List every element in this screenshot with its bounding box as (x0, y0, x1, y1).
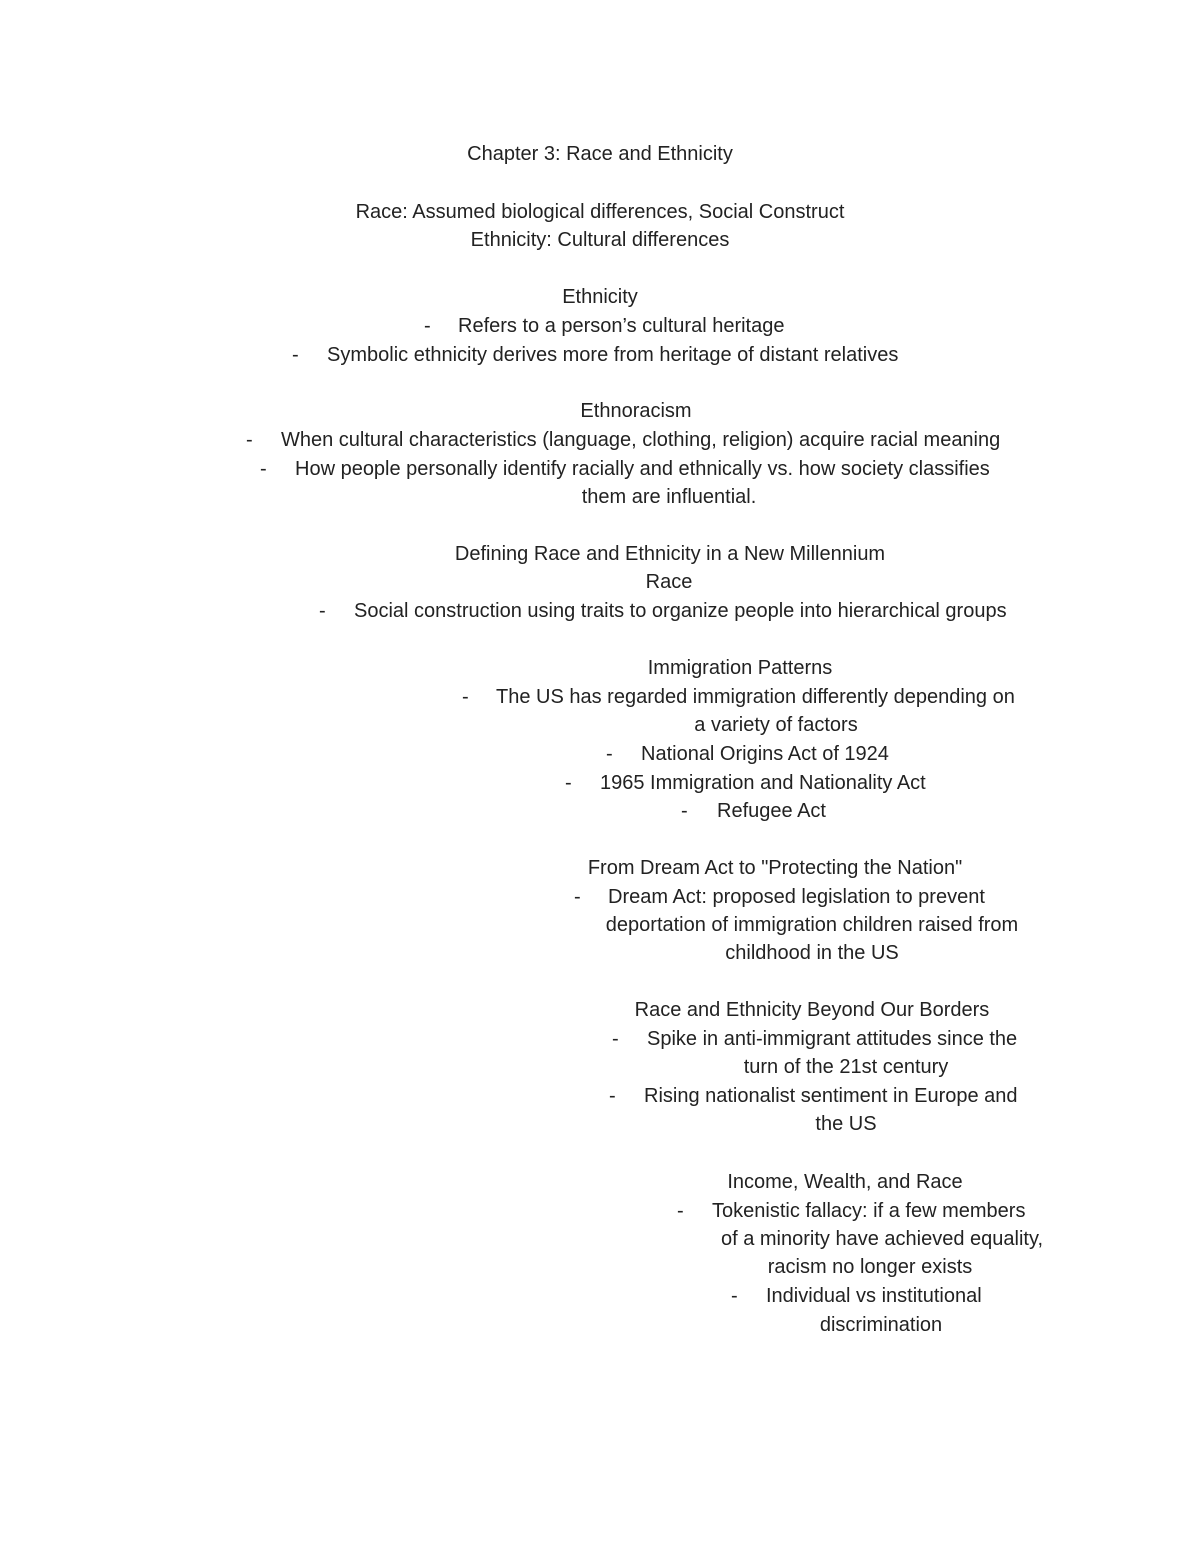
bullet-text: Social construction using traits to organize people into hierarchical groups (354, 600, 1007, 622)
section-heading-income-wealth: Income, Wealth, and Race (727, 1171, 963, 1193)
bullet-dash: - (565, 772, 572, 794)
race-definition: Race: Assumed biological differences, Social Construct (355, 201, 845, 223)
bullet-text-continuation: a variety of factors (694, 714, 858, 736)
bullet-text-continuation: childhood in the US (725, 942, 899, 964)
section-heading-ethnicity: Ethnicity (562, 286, 638, 308)
bullet-dash: - (731, 1285, 738, 1307)
bullet-text: Individual vs institutional (766, 1285, 982, 1307)
bullet-dash: - (424, 315, 431, 337)
bullet-dash: - (260, 458, 267, 480)
bullet-dash: - (606, 743, 613, 765)
bullet-text: The US has regarded immigration differently depending on (496, 686, 1015, 708)
section-heading-dream-act: From Dream Act to "Protecting the Nation" (587, 857, 963, 879)
section-heading-immigration-patterns: Immigration Patterns (647, 657, 833, 679)
bullet-dash: - (319, 600, 326, 622)
bullet-text-continuation: racism no longer exists (767, 1256, 973, 1278)
bullet-text: How people personally identify racially and ethnically vs. how society classifies (295, 458, 990, 480)
bullet-text: Rising nationalist sentiment in Europe and (644, 1085, 1018, 1107)
bullet-text-continuation: of a minority have achieved equality, (720, 1228, 1044, 1250)
bullet-text: Dream Act: proposed legislation to prevent (608, 886, 985, 908)
bullet-dash: - (462, 686, 469, 708)
bullet-dash: - (246, 429, 253, 451)
bullet-text-continuation: turn of the 21st century (743, 1056, 949, 1078)
bullet-text-continuation: deportation of immigration children raised from (605, 914, 1019, 936)
bullet-text-continuation: them are influential. (581, 486, 757, 508)
bullet-dash: - (609, 1085, 616, 1107)
ethnicity-definition: Ethnicity: Cultural differences (470, 229, 730, 251)
bullet-text: Refers to a person’s cultural heritage (458, 315, 785, 337)
bullet-text: Refugee Act (717, 800, 826, 822)
section-heading-beyond-borders: Race and Ethnicity Beyond Our Borders (634, 999, 990, 1021)
bullet-dash: - (612, 1028, 619, 1050)
bullet-text: Spike in anti-immigrant attitudes since the (647, 1028, 1018, 1050)
bullet-dash: - (292, 344, 299, 366)
bullet-text-continuation: discrimination (819, 1314, 943, 1336)
bullet-text: When cultural characteristics (language, clothing, religion) acquire racial meaning (281, 429, 1001, 451)
bullet-dash: - (677, 1200, 684, 1222)
section-heading-defining-race: Defining Race and Ethnicity in a New Millennium (454, 543, 886, 565)
bullet-text: National Origins Act of 1924 (641, 743, 889, 765)
bullet-dash: - (574, 886, 581, 908)
section-subheading-race: Race (645, 571, 693, 593)
section-heading-ethnoracism: Ethnoracism (580, 400, 692, 422)
page-title: Chapter 3: Race and Ethnicity (467, 143, 733, 165)
bullet-text: Symbolic ethnicity derives more from heritage of distant relatives (327, 344, 899, 366)
bullet-text: 1965 Immigration and Nationality Act (600, 772, 926, 794)
bullet-text: Tokenistic fallacy: if a few members (712, 1200, 1026, 1222)
bullet-dash: - (681, 800, 688, 822)
bullet-text-continuation: the US (815, 1113, 877, 1135)
